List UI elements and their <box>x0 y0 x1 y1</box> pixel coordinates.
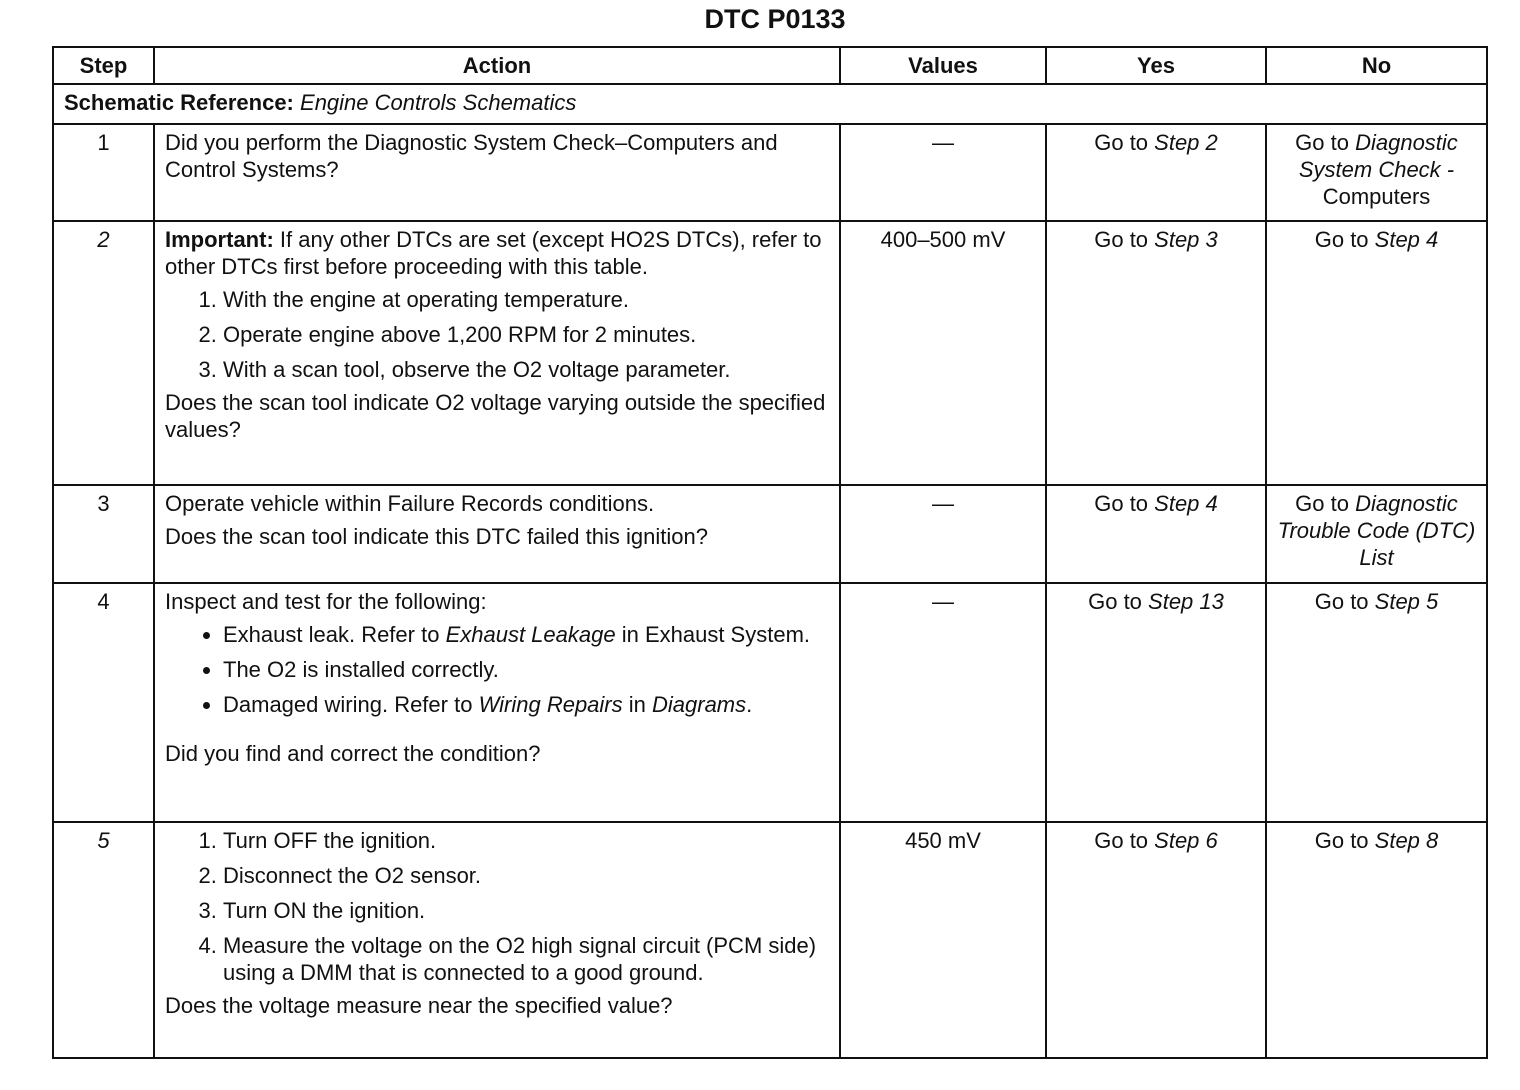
no-suffix: Computers <box>1322 184 1431 209</box>
step-link[interactable]: Step 3 <box>1154 227 1218 252</box>
value-cell: 450 mV <box>840 822 1046 1058</box>
list-item <box>223 621 829 648</box>
yes-cell <box>1046 583 1266 822</box>
list-item <box>223 691 829 718</box>
header-yes: Yes <box>1046 47 1266 84</box>
value-cell: — <box>840 485 1046 583</box>
step-number: 3 <box>53 485 154 583</box>
action-cell <box>154 221 840 485</box>
dtc-list-link[interactable]: Diagnostic Trouble Code (DTC) List <box>1277 491 1476 570</box>
action-cell <box>154 485 840 583</box>
table-row <box>53 221 1487 485</box>
table-row <box>53 485 1487 583</box>
yes-prefix: Go to <box>1088 589 1149 614</box>
step-number: 5 <box>53 822 154 1058</box>
step-number: 2 <box>53 221 154 485</box>
yes-prefix: Go to <box>1094 828 1155 853</box>
action-cell <box>154 124 840 221</box>
question: Does the voltage measure near the specified value? <box>165 993 673 1018</box>
list-item: • The O2 is installed correctly. <box>223 656 829 683</box>
intro-text: Inspect and test for the following: <box>165 589 487 614</box>
important-label: Important: <box>165 227 274 252</box>
wiring-repairs-link[interactable]: Wiring Repairs <box>478 692 623 717</box>
procedure-list <box>165 827 829 986</box>
list-item: 2. Operate engine above 1,200 RPM for 2 minutes. <box>223 321 829 348</box>
list-item: 4. Measure the voltage on the O2 high signal circuit (PCM side) using a DMM that is connected to a good ground. <box>223 932 829 986</box>
list-item: 1. With the engine at operating temperature. <box>223 286 829 313</box>
bullet-text: . <box>746 692 753 717</box>
diagnostic-check-link[interactable]: Diagnostic System Check - <box>1298 130 1458 182</box>
yes-cell <box>1046 124 1266 221</box>
step-number: 4 <box>53 583 154 822</box>
yes-prefix: Go to <box>1094 227 1155 252</box>
yes-prefix: Go to <box>1094 130 1155 155</box>
header-row <box>53 47 1487 84</box>
bullet-text: in <box>622 692 652 717</box>
no-prefix: Go to <box>1295 491 1356 516</box>
action-cell <box>154 583 840 822</box>
inspection-list <box>165 621 829 718</box>
schematic-link[interactable]: Engine Controls Schematics <box>300 90 577 115</box>
table-row <box>53 822 1487 1058</box>
no-prefix: Go to <box>1295 130 1356 155</box>
dtc-table <box>52 46 1488 1059</box>
header-step: Step <box>53 47 154 84</box>
step-link[interactable]: Step 5 <box>1374 589 1439 614</box>
no-prefix: Go to <box>1314 227 1375 252</box>
important-note <box>165 226 829 280</box>
schematic-row <box>53 84 1487 124</box>
exhaust-leakage-link[interactable]: Exhaust Leakage <box>445 622 616 647</box>
no-prefix: Go to <box>1314 589 1375 614</box>
question: Does the scan tool indicate this DTC failed this ignition? <box>165 524 708 549</box>
page-title: DTC P0133 <box>704 4 846 34</box>
action-cell <box>154 822 840 1058</box>
no-prefix: Go to <box>1314 828 1375 853</box>
action-text: Operate vehicle within Failure Records conditions. <box>165 491 655 516</box>
important-text: If any other DTCs are set (except HO2S DTCs), refer to other DTCs first before proceeding with this table. <box>165 227 822 279</box>
table-row <box>53 124 1487 221</box>
list-item: 3. Turn ON the ignition. <box>223 897 829 924</box>
step-link[interactable]: Step 4 <box>1154 491 1218 516</box>
header-values: Values <box>840 47 1046 84</box>
diagrams-link[interactable]: Diagrams <box>652 692 747 717</box>
step-link[interactable]: Step 6 <box>1154 828 1218 853</box>
header-no: No <box>1266 47 1487 84</box>
step-link[interactable]: Step 2 <box>1154 130 1218 155</box>
step-number: 1 <box>53 124 154 221</box>
question: Does the scan tool indicate O2 voltage varying outside the specified values? <box>165 390 826 442</box>
yes-prefix: Go to <box>1094 491 1155 516</box>
procedure-list <box>165 286 829 383</box>
yes-cell <box>1046 822 1266 1058</box>
value-cell: — <box>840 583 1046 822</box>
schematic-label: Schematic Reference: <box>64 90 294 115</box>
list-item: 1. Turn OFF the ignition. <box>223 827 829 854</box>
no-cell <box>1266 124 1487 221</box>
value-cell: 400–500 mV <box>840 221 1046 485</box>
table-row <box>53 583 1487 822</box>
action-text: Did you perform the Diagnostic System Check–Computers and Control Systems? <box>165 130 778 182</box>
step-link[interactable]: Step 13 <box>1148 589 1224 614</box>
bullet-text: Damaged wiring. Refer to <box>223 692 479 717</box>
no-cell <box>1266 583 1487 822</box>
no-cell <box>1266 485 1487 583</box>
list-item: 2. Disconnect the O2 sensor. <box>223 862 829 889</box>
yes-cell <box>1046 221 1266 485</box>
step-link[interactable]: Step 8 <box>1374 828 1439 853</box>
bullet-text: Exhaust leak. Refer to <box>223 622 446 647</box>
no-cell <box>1266 822 1487 1058</box>
yes-cell <box>1046 485 1266 583</box>
question: Did you find and correct the condition? <box>165 741 541 766</box>
no-cell <box>1266 221 1487 485</box>
bullet-text: in Exhaust System. <box>615 622 811 647</box>
list-item: 3. With a scan tool, observe the O2 voltage parameter. <box>223 356 829 383</box>
step-link[interactable]: Step 4 <box>1374 227 1439 252</box>
header-action: Action <box>154 47 840 84</box>
value-cell: — <box>840 124 1046 221</box>
